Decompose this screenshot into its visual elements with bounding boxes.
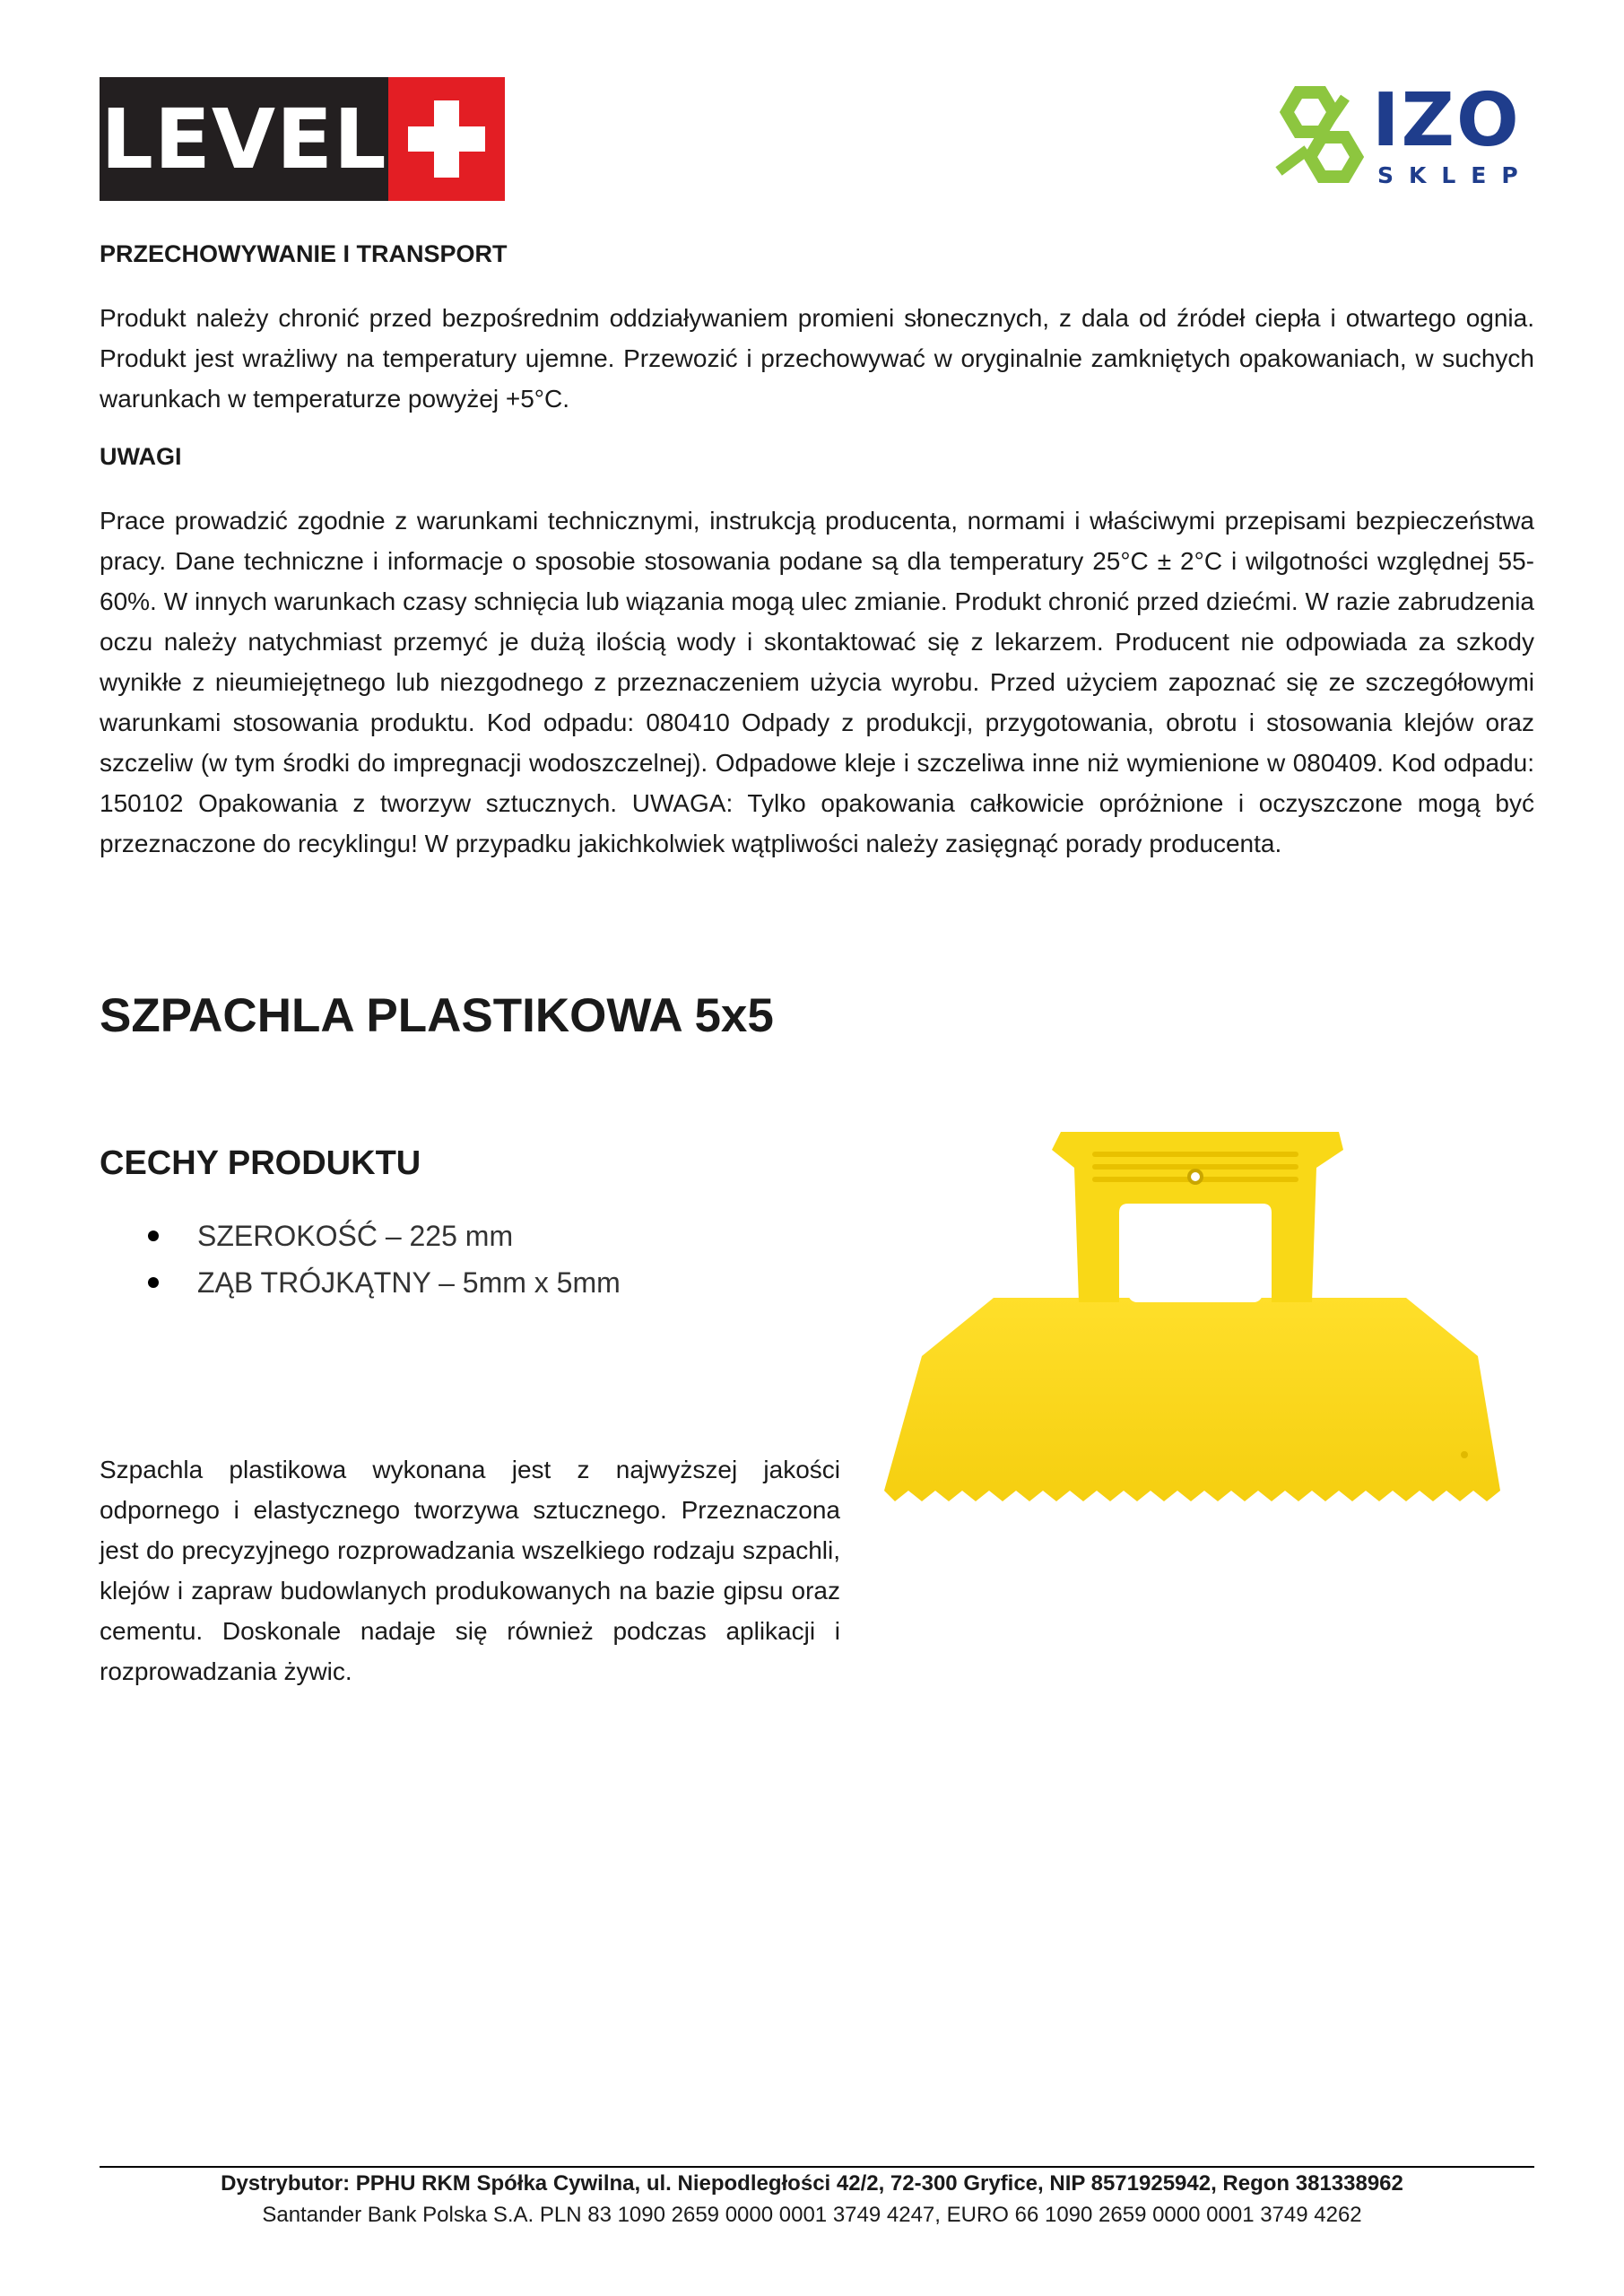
level-plus-logo: [100, 77, 505, 201]
feature-item: ZĄB TRÓJKĄTNY – 5mm x 5mm: [100, 1259, 621, 1306]
footer-distributor: Dystrybutor: PPHU RKM Spółka Cywilna, ul. Niepodległości 42/2, 72-300 Gryfice, NIP 8571925942, Regon 381338962: [221, 2171, 1403, 2196]
plus-icon: [388, 77, 505, 201]
bullet-icon: [148, 1277, 159, 1288]
storage-heading: PRZECHOWYWANIE I TRANSPORT: [100, 240, 508, 267]
footer-bank: Santander Bank Polska S.A. PLN 83 1090 2659 0000 0001 3749 4247, EURO 66 1090 2659 0000 0001 3749 4262: [262, 2203, 1362, 2227]
notes-text: Prace prowadzić zgodnie z warunkami technicznymi, instrukcją producenta, normami i właściwymi przepisami bezpieczeństwa pracy. Dane techniczne i informacje o sposobie stosowania podane są dla temperatury 25°C ± 2°C i wilgotności względnej 55-60%. W innych warunkach czasy schnięcia lub wiązania mogą ulec zmianie. Produkt chronić przed dziećmi. W razie zabrudzenia oczu należy natychmiast przemyć je dużą ilością wody i skontaktować się z lekarzem. Producent nie odpowiada za szkody wynikłe z nieumiejętnego lub niezgodnego z przeznaczeniem użycia wyrobu. Przed użyciem zapoznać się ze szczegółowymi warunkami stosowania produktu. Kod odpadu: 080410 Odpady z produkcji, przygotowania, obrotu i stosowania klejów oraz szczeliw (w tym środki do impregnacji wodoszczelnej). Odpadowe kleje i szczeliwa inne niż wymienione w 080409. Kod odpadu: 150102 Opakowania z tworzyw sztucznych. UWAGA: Tylko opakowania całkowicie opróżnione i oczyszczone mogą być przeznaczone do recyklingu! W przypadku jakichkolwiek wątpliwości należy zasięgnąć porady producenta.: [100, 507, 1534, 857]
footer-divider: [100, 2166, 1534, 2168]
izo-sklep-logo: [1272, 78, 1533, 193]
notes-heading: UWAGI: [100, 443, 182, 470]
feature-item: SZEROKOŚĆ – 225 mm: [100, 1213, 621, 1259]
hexagon-molecule-icon: [1272, 85, 1379, 193]
product-title: SZPACHLA PLASTIKOWA 5x5: [100, 989, 774, 1042]
notched-trowel-image: [868, 1132, 1532, 1509]
storage-text: Produkt należy chronić przed bezpośrednim oddziaływaniem promieni słonecznych, z dala od źródeł ciepła i otwartego ognia. Produkt jest wrażliwy na temperatury ujemne. Przewozić i przechowywać w oryginalnie zamkniętych opakowaniach, w suchych warunkach w temperaturze powyżej +5°C.: [100, 304, 1534, 413]
bullet-icon: [148, 1231, 159, 1241]
features-list: [100, 1213, 621, 1306]
features-heading: CECHY PRODUKTU: [100, 1144, 421, 1182]
izo-wordmark: IZO: [1372, 78, 1521, 163]
level-logo-wordmark: LEVEL: [100, 77, 388, 201]
sklep-wordmark: SKLEP: [1377, 162, 1533, 188]
product-description: Szpachla plastikowa wykonana jest z najwyższej jakości odpornego i elastycznego tworzywa sztucznego. Przeznaczona jest do precyzyjnego rozprowadzania wszelkiego rodzaju szpachli, klejów i zapraw budowlanych produkowanych na bazie gipsu oraz cementu. Doskonale nadaje się również podczas aplikacji i rozprowadzania żywic.: [100, 1456, 840, 1685]
